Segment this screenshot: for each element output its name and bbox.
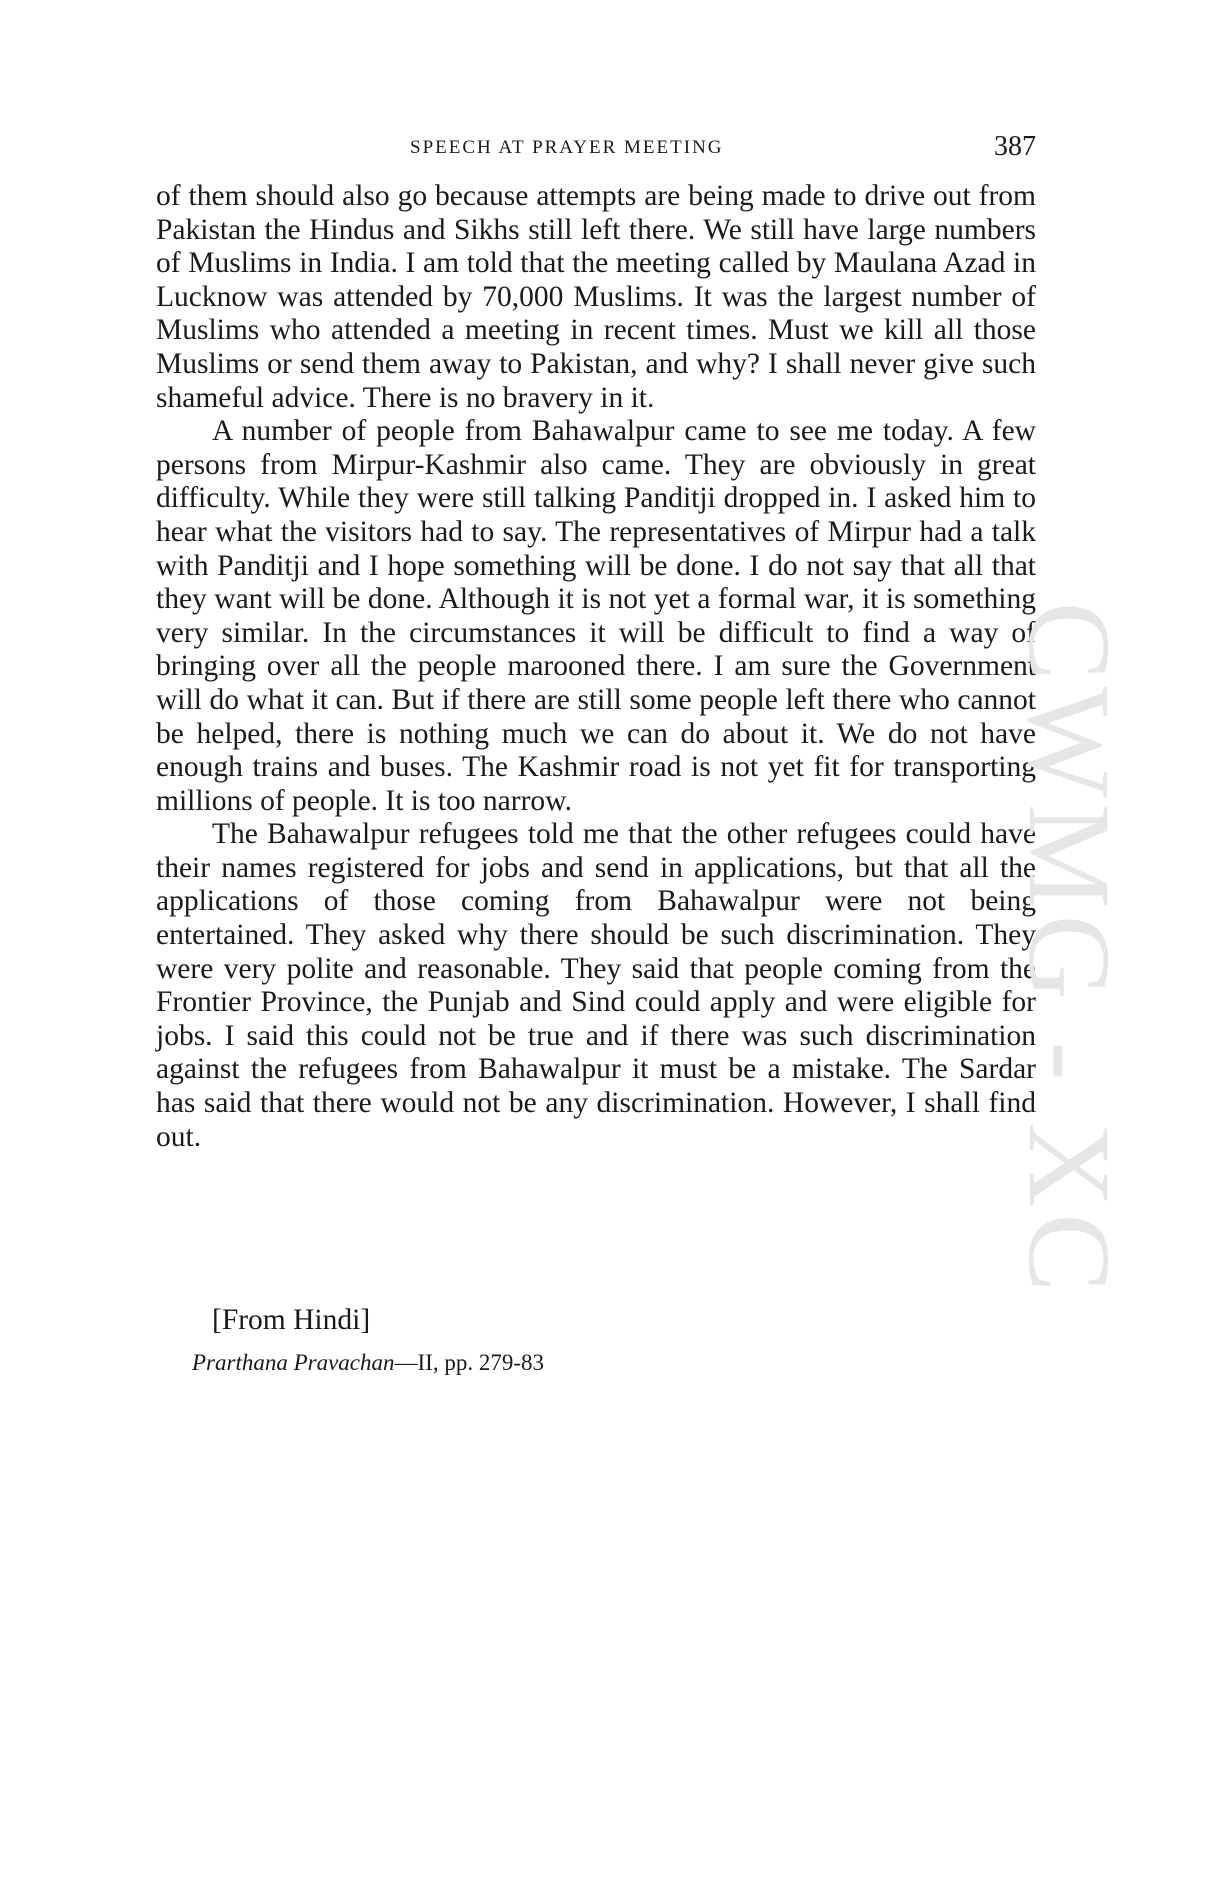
paragraph-3: The Bahawalpur refugees told me that the other refugees could have their names registered for jobs and send in applications, but that all the applications of those coming from Bahawalpur were not being entertained. They asked why there should be such discrimination. They were very polite and reasonable. They said that people coming from the Frontier Province, the Punjab and Sind could apply and were eligible for jobs. I said this could not be true and if there was such discrimination against the refugees from Bahawalpur it must be a mistake. The Sardar has said that there would not be any discrimination. However, I shall find out. xyxy=(156,818,1036,1153)
page-number: 387 xyxy=(994,131,1036,162)
citation-title: Prarthana Pravachan xyxy=(192,1350,395,1375)
running-header: SPEECH AT PRAYER MEETING xyxy=(410,137,724,158)
paragraph-1: of them should also go because attempts are being made to drive out from Pakistan the Hindus and Sikhs still left there. We still have large numbers of Muslims in India. I am told that the meeting called by Maulana Azad in Lucknow was attended by 70,000 Muslims. It was the largest number of Muslims who attended a meeting in recent times. Must we kill all those Muslims or send them away to Pakistan, and why? I shall never give such shameful advice. There is no bravery in it. xyxy=(156,180,1036,414)
citation-pages: —II, pp. 279-83 xyxy=(394,1350,544,1375)
source-language-note: [From Hindi] xyxy=(212,1304,371,1336)
body-text xyxy=(156,180,1036,1154)
paragraph-2: A number of people from Bahawalpur came to see me today. A few persons from Mirpur-Kashmir also came. They are obviously in great difficulty. While they were still talking Panditji dropped in. I asked him to hear what the visitors had to say. The representatives of Mirpur had a talk with Panditji and I hope something will be done. I do not say that all that they want will be done. Although it is not yet a formal war, it is something very similar. In the circumstances it will be difficult to find a way of bringing over all the people marooned there. I am sure the Government will do what it can. But if there are still some people left there who cannot be helped, there is nothing much we can do about it. We do not have enough trains and buses. The Kashmir road is not yet fit for transporting millions of people. It is too narrow. xyxy=(156,415,1036,817)
citation xyxy=(192,1350,544,1376)
watermark-text: CWMG - XC xyxy=(1004,601,1135,1299)
